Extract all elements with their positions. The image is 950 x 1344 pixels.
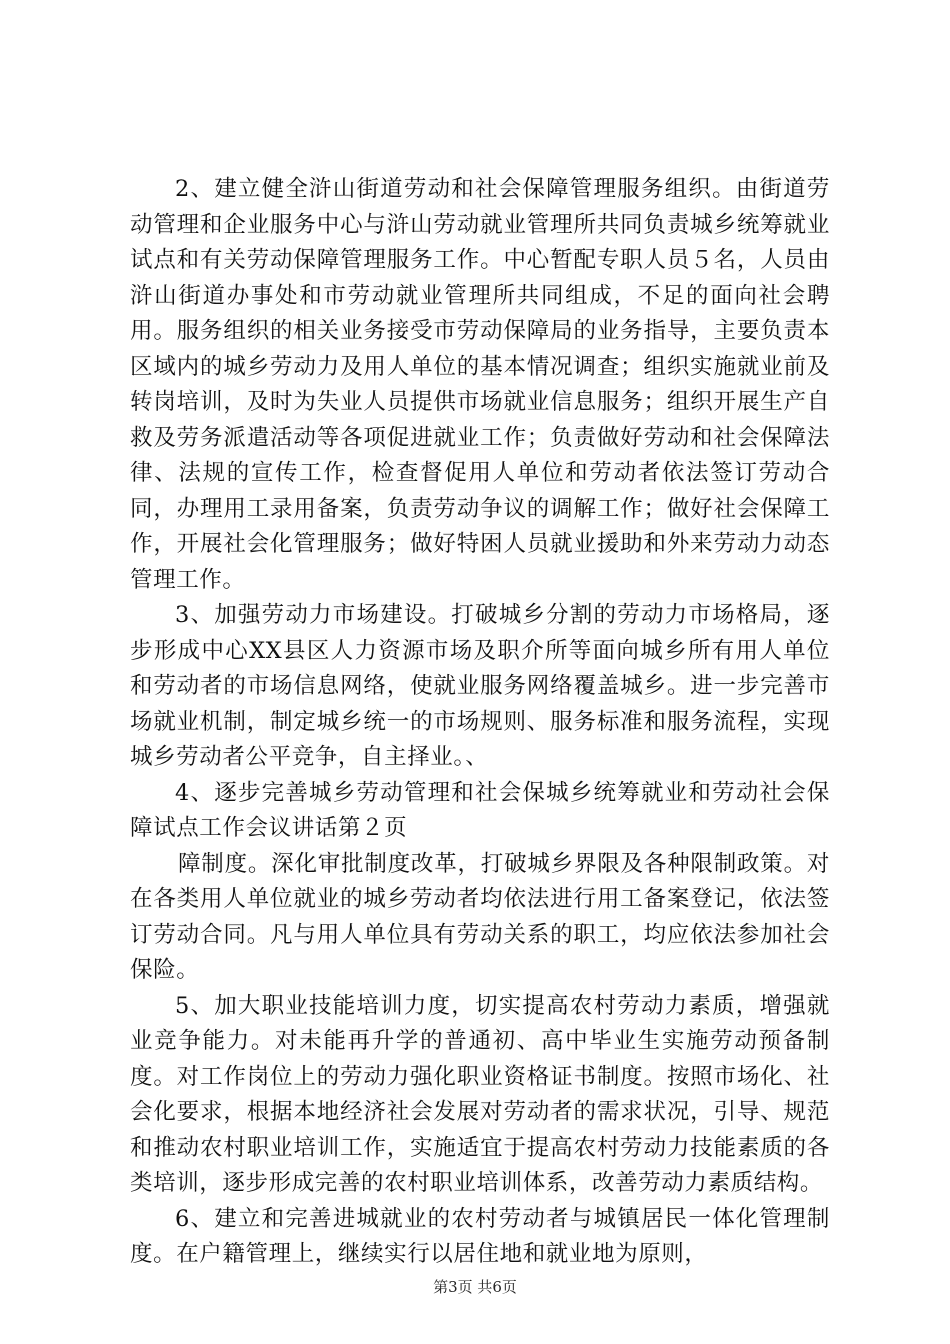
paragraph-item-3: 3、加强劳动力市场建设。打破城乡分割的劳动力市场格局，逐步形成中心XX县区人力资源市场及职介所等面向城乡所有用人单位和劳动者的市场信息网络，使就业服务网络覆盖城乡。进一步完善市场就业机制，制定城乡统一的市场规则、服务标准和服务流程，实现城乡劳动者公平竞争，自主择业。、 — [130, 602, 830, 770]
document-body — [130, 172, 830, 1273]
page-number-footer: 第3页 共6页 — [433, 1278, 517, 1296]
paragraph-item-4: 4、逐步完善城乡劳动管理和社会保城乡统筹就业和劳动社会保障试点工作会议讲话第２页 — [130, 779, 830, 841]
paragraph-item-2: 2、建立健全浒山街道劳动和社会保障管理服务组织。由街道劳动管理和企业服务中心与浒山劳动就业管理所共同负责城乡统筹就业试点和有关劳动保障管理服务工作。中心暂配专职人员５名，人员由浒山街道办事处和市劳动就业管理所共同组成，不足的面向社会聘用。服务组织的相关业务接受市劳动保障局的业务指导，主要负责本区域内的城乡劳动力及用人单位的基本情况调查；组织实施就业前及转岗培训，及时为失业人员提供市场就业信息服务；组织开展生产自救及劳务派遣活动等各项促进就业工作；负责做好劳动和社会保障法律、法规的宣传工作，检查督促用人单位和劳动者依法签订劳动合同，办理用工录用备案，负责劳动争议的调解工作；做好社会保障工作，开展社会化管理服务；做好特困人员就业援助和外来劳动力动态管理工作。 — [130, 176, 830, 593]
paragraph-item-6: 6、建立和完善进城就业的农村劳动者与城镇居民一体化管理制度。在户籍管理上，继续实行以居住地和就业地为原则， — [130, 1205, 830, 1267]
paragraph-item-4-continued: 障制度。深化审批制度改革，打破城乡界限及各种限制政策。对在各类用人单位就业的城乡劳动者均依法进行用工备案登记，依法签订劳动合同。凡与用人单位具有劳动关系的职工，均应依法参加社会保险。 — [130, 850, 830, 983]
paragraph-item-5: 5、加大职业技能培训力度，切实提高农村劳动力素质，增强就业竞争能力。对未能再升学的普通初、高中毕业生实施劳动预备制度。对工作岗位上的劳动力强化职业资格证书制度。按照市场化、社会化要求，根据本地经济社会发展对劳动者的需求状况，引导、规范和推动农村职业培训工作，实施适宜于提高农村劳动力技能素质的各类培训，逐步形成完善的农村职业培训体系，改善劳动力素质结构。 — [130, 992, 830, 1196]
